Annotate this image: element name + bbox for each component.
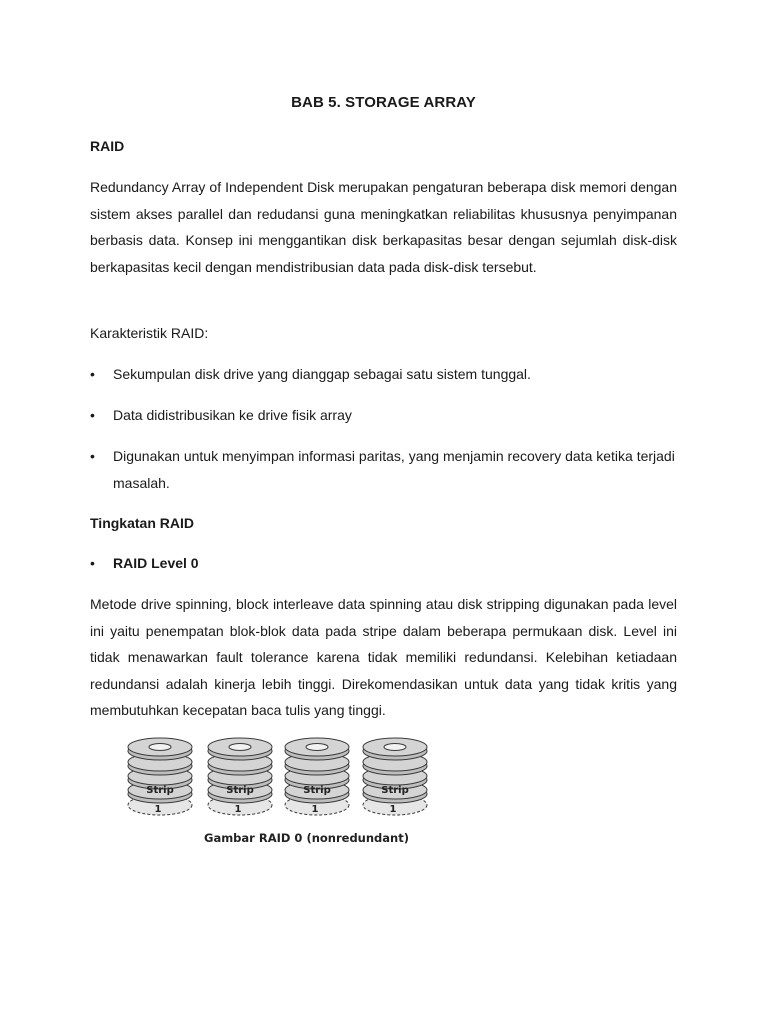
disk-stack xyxy=(363,738,427,815)
page-title: BAB 5. STORAGE ARRAY xyxy=(291,94,476,111)
disk-stack xyxy=(128,738,192,815)
heading-raid: RAID xyxy=(90,138,125,154)
disk-stack xyxy=(208,738,272,815)
strip-number: 1 xyxy=(154,804,162,815)
strip-label: Strip xyxy=(146,785,174,796)
disk-spindle-hole xyxy=(384,744,406,751)
bullet-marker: • xyxy=(90,448,95,464)
heading-tingkatan-raid: Tingkatan RAID xyxy=(90,515,194,531)
disk-spindle-hole xyxy=(306,744,328,751)
strip-label: Strip xyxy=(303,785,331,796)
strip-number: 1 xyxy=(389,804,397,815)
disk-spindle-hole xyxy=(149,744,171,751)
bullet-marker: • xyxy=(90,555,95,571)
intro-paragraph: Redundancy Array of Independent Disk merupakan pengaturan beberapa disk memori dengan sistem akses parallel dan redudansi guna meningkatkan reliabilitas khususnya penyimpanan berbasis data. Konsep ini menggantikan disk berkapasitas besar dengan sejumlah disk-disk berkapasitas kecil dengan mendistribusian data pada disk-disk tersebut. xyxy=(90,179,677,275)
strip-number: 1 xyxy=(311,804,319,815)
bullet-marker: • xyxy=(90,366,95,382)
raid0-paragraph: Metode drive spinning, block interleave data spinning atau disk stripping digunakan pada level ini yaitu penempatan blok-blok data pada stripe dalam beberapa permukaan disk. Level ini tidak menawarkan fault tolerance karena tidak memiliki redundansi. Kelebihan ketiadaan redundansi adalah kinerja lebih tinggi. Direkomendasikan untuk data yang tidak kritis yang membutuhkan kecepatan baca tulis yang tinggi. xyxy=(90,596,677,718)
disk-spindle-hole xyxy=(229,744,251,751)
disk-stack xyxy=(285,738,349,815)
list-item-text: Data didistribusikan ke drive fisik array xyxy=(113,407,352,423)
strip-label: Strip xyxy=(381,785,409,796)
list-item-text: Digunakan untuk menyimpan informasi paritas, yang menjamin recovery data ketika terjadi masalah. xyxy=(113,448,675,491)
strip-number: 1 xyxy=(234,804,242,815)
raid0-disk-figure xyxy=(120,735,440,820)
strip-label: Strip xyxy=(226,785,254,796)
figure-caption: Gambar RAID 0 (nonredundant) xyxy=(204,831,409,845)
karakteristik-heading: Karakteristik RAID: xyxy=(90,325,209,341)
bullet-marker: • xyxy=(90,407,95,423)
list-item-text: Sekumpulan disk drive yang dianggap sebagai satu sistem tunggal. xyxy=(113,366,531,382)
raid0-heading: RAID Level 0 xyxy=(113,555,199,571)
